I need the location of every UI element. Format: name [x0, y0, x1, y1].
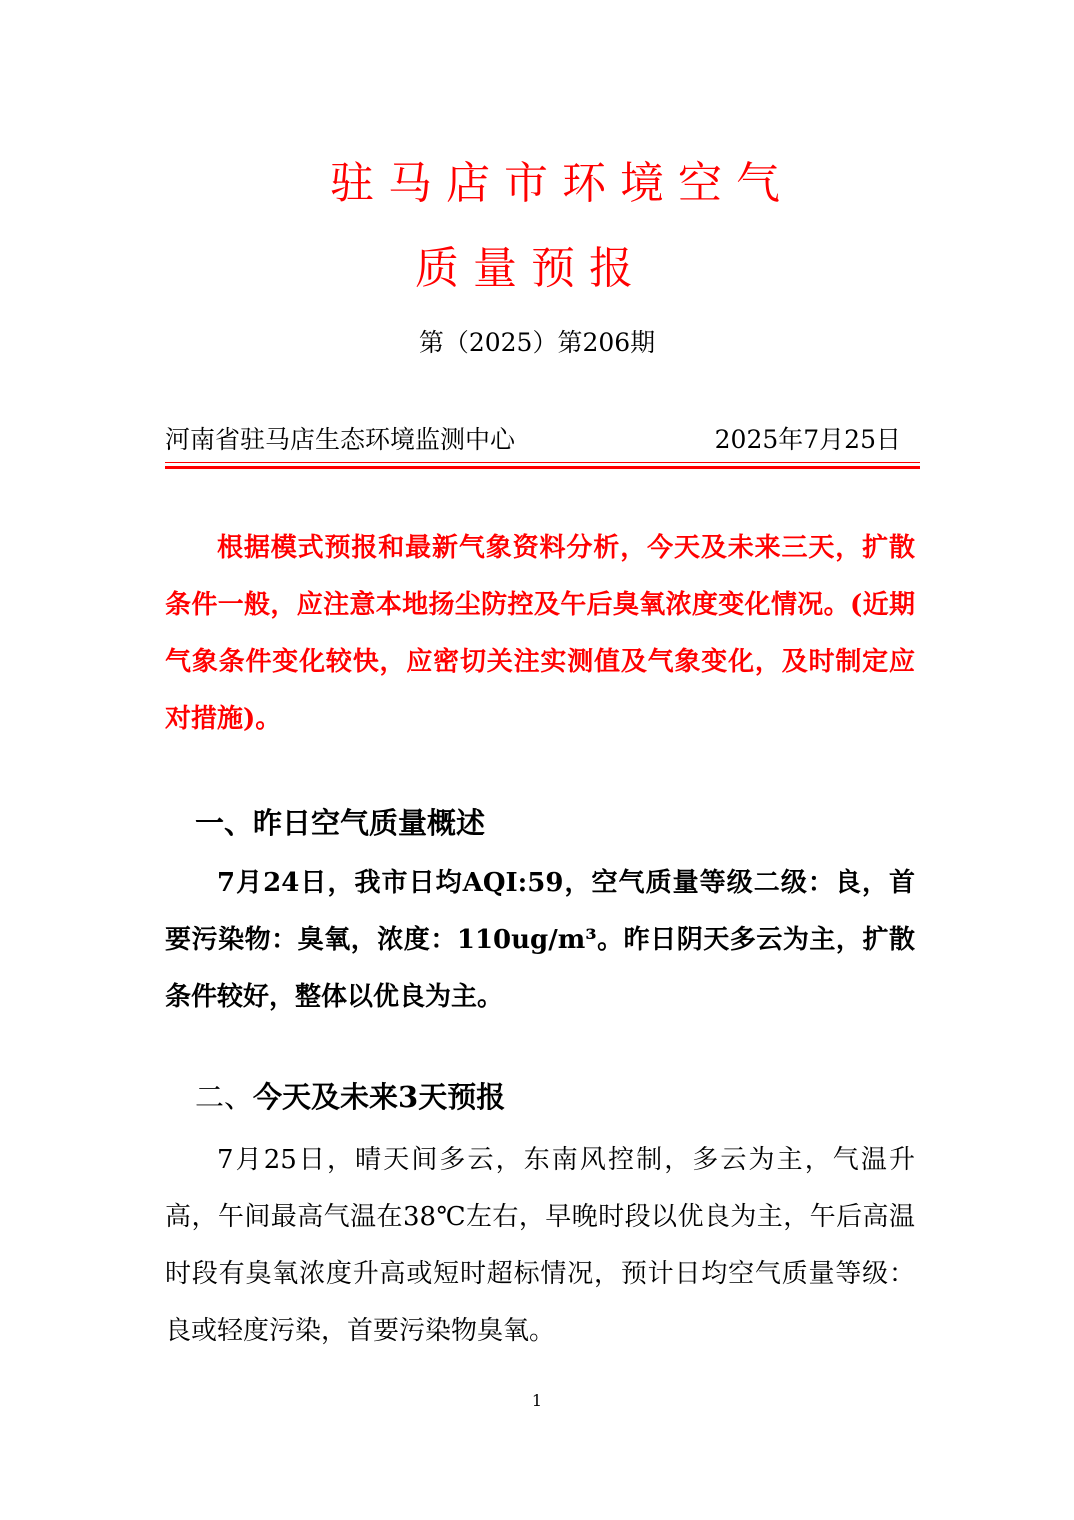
section-1-heading: 一、昨日空气质量概述	[195, 806, 486, 840]
section-1-paragraph: 7月24日，我市日均AQI:59，空气质量等级二级：良，首要污染物：臭氧，浓度：110ug/m³。昨日阴天多云为主，扩散条件较好，整体以优良为主。	[165, 868, 915, 1012]
header-divider-thick	[165, 466, 920, 469]
issuer-name: 河南省驻马店生态环境监测中心	[165, 425, 516, 454]
issue-date: 2025年7月25日	[714, 425, 901, 454]
section-2-heading	[195, 1080, 505, 1115]
issue-number: 第（2025）第206期	[418, 328, 656, 357]
document-title-line-2: 质量预报	[415, 243, 647, 294]
header-divider-thin	[165, 462, 920, 463]
section-2-heading-main: 今天及未来3天预报	[253, 1080, 506, 1114]
page-number: 1	[531, 1391, 543, 1410]
section-2-paragraph: 7月25日，晴天间多云，东南风控制，多云为主，气温升高，午间最高气温在38℃左右，早晚时段以优良为主，午后高温时段有臭氧浓度升高或短时超标情况，预计日均空气质量等级：良或轻度污染，首要污染物臭氧。	[165, 1145, 915, 1346]
section-2-heading-prefix: 二、	[195, 1080, 254, 1114]
summary-paragraph: 根据模式预报和最新气象资料分析，今天及未来三天，扩散条件一般，应注意本地扬尘防控及午后臭氧浓度变化情况。(近期气象条件变化较快，应密切关注实测值及气象变化，及时制定应对措施)。	[165, 533, 915, 734]
document-title-line-1: 驻马店市环境空气	[330, 158, 794, 209]
